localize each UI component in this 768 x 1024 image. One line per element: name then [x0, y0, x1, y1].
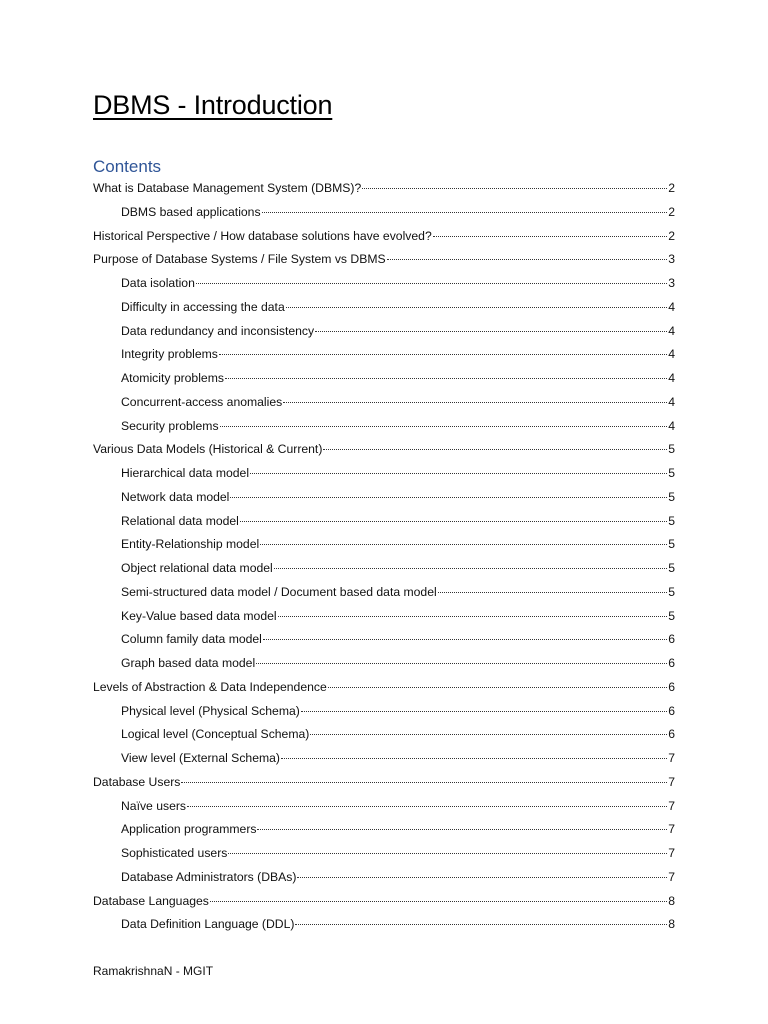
- toc-entry-label: Logical level (Conceptual Schema): [121, 727, 310, 742]
- toc-entry[interactable]: [93, 608, 675, 632]
- toc-dot-leader: [283, 402, 667, 403]
- toc-entry[interactable]: [93, 679, 675, 703]
- toc-page-number: 5: [668, 537, 675, 552]
- toc-entry[interactable]: [93, 893, 675, 917]
- toc-entry[interactable]: [93, 204, 675, 228]
- toc-page-number: 6: [668, 727, 675, 742]
- toc-dot-leader: [250, 473, 667, 474]
- toc-entry[interactable]: [93, 774, 675, 798]
- toc-entry[interactable]: [93, 560, 675, 584]
- toc-entry[interactable]: [93, 418, 675, 442]
- toc-page-number: 5: [668, 561, 675, 575]
- toc-dot-leader: [256, 663, 667, 664]
- toc-dot-leader: [274, 568, 667, 569]
- toc-dot-leader: [295, 924, 667, 925]
- toc-page-number: 4: [668, 323, 675, 338]
- toc-entry[interactable]: [93, 631, 675, 655]
- toc-entry-label: What is Database Management System (DBMS)?: [93, 181, 362, 195]
- toc-dot-leader: [315, 331, 667, 332]
- toc-dot-leader: [362, 188, 667, 189]
- toc-entry[interactable]: [93, 251, 675, 275]
- toc-entry[interactable]: [93, 441, 675, 465]
- toc-entry-label: Data Definition Language (DDL): [121, 917, 295, 932]
- toc-entry-label: Database Languages: [93, 893, 209, 908]
- toc-entry-label: Historical Perspective / How database solutions have evolved?: [93, 228, 432, 243]
- toc-dot-leader: [240, 521, 667, 522]
- toc-entry[interactable]: [93, 750, 675, 774]
- toc-entry-label: Network data model: [121, 489, 230, 504]
- document-title: DBMS - Introduction: [93, 90, 333, 120]
- toc-page-number: 5: [668, 608, 675, 623]
- toc-entry-label: Difficulty in accessing the data: [121, 299, 285, 314]
- toc-entry[interactable]: [93, 513, 675, 537]
- toc-dot-leader: [310, 734, 667, 735]
- toc-entry[interactable]: [93, 821, 675, 845]
- toc-page-number: 2: [668, 204, 675, 219]
- toc-entry-label: Key-Value based data model: [121, 608, 277, 623]
- toc-page-number: 2: [668, 228, 675, 243]
- toc-page-number: 6: [668, 656, 675, 670]
- toc-dot-leader: [281, 758, 667, 759]
- toc-dot-leader: [263, 639, 667, 640]
- toc-page-number: 5: [668, 489, 675, 504]
- toc-entry[interactable]: [93, 726, 675, 750]
- toc-entry[interactable]: [93, 228, 675, 252]
- toc-entry-label: Application programmers: [121, 822, 257, 837]
- toc-page-number: 7: [668, 798, 675, 813]
- contents-heading: Contents: [93, 157, 162, 176]
- toc-entry[interactable]: [93, 869, 675, 893]
- toc-entry[interactable]: [93, 655, 675, 679]
- toc-dot-leader: [323, 449, 667, 450]
- toc-dot-leader: [225, 378, 667, 379]
- toc-entry-label: Graph based data model: [121, 656, 256, 670]
- toc-dot-leader: [387, 259, 668, 260]
- toc-entry-label: Relational data model: [121, 513, 239, 528]
- toc-dot-leader: [278, 616, 668, 617]
- toc-dot-leader: [228, 853, 667, 854]
- toc-page-number: 2: [668, 181, 675, 195]
- toc-dot-leader: [187, 806, 667, 807]
- toc-dot-leader: [210, 901, 667, 902]
- toc-dot-leader: [328, 687, 667, 688]
- page-footer: RamakrishnaN - MGIT: [93, 964, 214, 978]
- toc-page-number: 4: [668, 418, 675, 433]
- toc-page-number: 8: [668, 917, 675, 932]
- toc-page-number: 5: [668, 584, 675, 599]
- toc-page-number: 4: [668, 299, 675, 314]
- toc-dot-leader: [301, 711, 667, 712]
- toc-dot-leader: [438, 592, 668, 593]
- toc-entry-label: Database Administrators (DBAs): [121, 869, 297, 884]
- toc-dot-leader: [286, 307, 668, 308]
- toc-entry[interactable]: [93, 180, 675, 204]
- toc-page-number: 7: [668, 751, 675, 765]
- toc-entry-label: Security problems: [121, 418, 219, 433]
- toc-entry[interactable]: [93, 299, 675, 323]
- toc-entry-label: Naïve users: [121, 798, 187, 813]
- toc-entry[interactable]: [93, 489, 675, 513]
- toc-dot-leader: [297, 877, 667, 878]
- toc-dot-leader: [262, 212, 668, 213]
- toc-entry-label: Semi-structured data model / Document based data model: [121, 584, 437, 599]
- toc-dot-leader: [220, 426, 668, 427]
- toc-page-number: 5: [668, 442, 675, 457]
- toc-page-number: 6: [668, 632, 675, 647]
- toc-entry[interactable]: [93, 370, 675, 394]
- toc-entry-label: Sophisticated users: [121, 846, 228, 860]
- toc-entry[interactable]: [93, 845, 675, 869]
- toc-dot-leader: [230, 497, 667, 498]
- toc-entry-label: DBMS based applications: [121, 204, 261, 219]
- toc-entry-label: Data redundancy and inconsistency: [121, 323, 315, 338]
- table-of-contents: [93, 180, 675, 940]
- toc-entry-label: Levels of Abstraction & Data Independence: [93, 679, 327, 694]
- toc-page-number: 6: [668, 679, 675, 694]
- toc-page-number: 4: [668, 394, 675, 409]
- toc-entry-label: Hierarchical data model: [121, 466, 250, 480]
- toc-entry-label: Column family data model: [121, 632, 262, 647]
- toc-page-number: 7: [668, 869, 675, 884]
- toc-page-number: 7: [668, 822, 675, 837]
- toc-entry-label: View level (External Schema): [121, 751, 280, 765]
- toc-entry[interactable]: [93, 323, 675, 347]
- toc-entry-label: Data isolation: [121, 276, 195, 290]
- toc-page-number: 3: [668, 276, 675, 290]
- toc-entry[interactable]: [93, 465, 675, 489]
- toc-entry-label: Entity-Relationship model: [121, 537, 260, 552]
- toc-entry[interactable]: [93, 394, 675, 418]
- toc-entry[interactable]: [93, 346, 675, 370]
- toc-entry[interactable]: [93, 584, 675, 608]
- toc-entry-label: Concurrent-access anomalies: [121, 394, 283, 409]
- toc-entry-label: Database Users: [93, 774, 181, 789]
- toc-page-number: 5: [668, 466, 675, 480]
- toc-entry[interactable]: [93, 275, 675, 299]
- toc-entry-label: Physical level (Physical Schema): [121, 703, 300, 718]
- toc-dot-leader: [433, 236, 667, 237]
- toc-dot-leader: [257, 829, 667, 830]
- toc-page-number: 7: [668, 846, 675, 860]
- toc-entry-label: Integrity problems: [121, 347, 218, 362]
- toc-dot-leader: [260, 544, 667, 545]
- toc-page-number: 4: [668, 371, 675, 385]
- toc-dot-leader: [181, 782, 667, 783]
- toc-page-number: 8: [668, 893, 675, 908]
- toc-entry-label: Purpose of Database Systems / File System vs DBMS: [93, 252, 386, 267]
- toc-dot-leader: [219, 354, 667, 355]
- toc-page-number: 3: [668, 252, 675, 267]
- toc-page-number: 5: [668, 513, 675, 528]
- toc-entry-label: Object relational data model: [121, 561, 273, 575]
- toc-page-number: 7: [668, 774, 675, 789]
- toc-dot-leader: [196, 283, 667, 284]
- toc-page-number: 4: [668, 347, 675, 362]
- toc-entry[interactable]: [93, 703, 675, 727]
- toc-entry[interactable]: [93, 536, 675, 560]
- toc-entry[interactable]: [93, 916, 675, 940]
- toc-entry-label: Various Data Models (Historical & Current): [93, 442, 323, 457]
- toc-entry[interactable]: [93, 798, 675, 822]
- toc-entry-label: Atomicity problems: [121, 371, 224, 385]
- toc-page-number: 6: [668, 703, 675, 718]
